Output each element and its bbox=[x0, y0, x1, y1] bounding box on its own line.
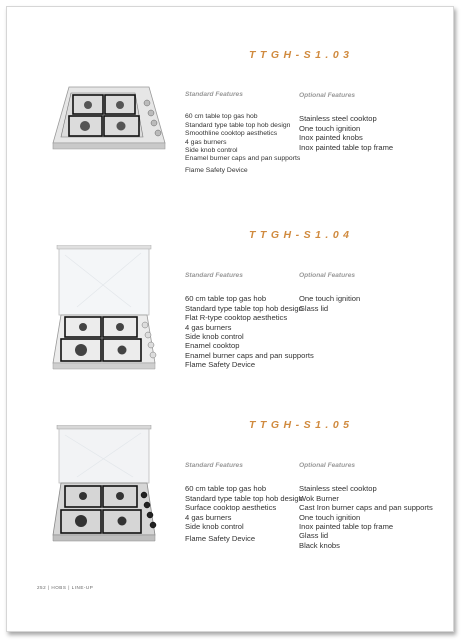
feature-item: One touch ignition bbox=[299, 123, 361, 133]
product-title: TTGH-S1.05 bbox=[249, 419, 354, 431]
feature-item: Enamel burner caps and pan supports bbox=[185, 350, 314, 360]
product-title: TTGH-S1.03 bbox=[249, 49, 354, 61]
feature-item: Glass lid bbox=[299, 531, 329, 541]
standard-features-heading: Standard Features bbox=[185, 462, 243, 469]
standard-features bbox=[185, 271, 314, 370]
feature-item: Stainless steel cooktop bbox=[299, 114, 377, 124]
feature-item: One touch ignition bbox=[299, 294, 361, 304]
feature-item: 60 cm table top gas hob bbox=[185, 484, 267, 494]
gas-hob-image bbox=[51, 83, 169, 153]
optional-features-heading: Optional Features bbox=[299, 462, 356, 469]
feature-item: Cast Iron burner caps and pan supports bbox=[299, 503, 433, 513]
gas-hob-with-lid-image bbox=[51, 245, 157, 371]
feature-item: 4 gas burners bbox=[185, 322, 232, 332]
standard-features bbox=[185, 91, 300, 175]
catalog-page bbox=[6, 6, 454, 632]
optional-features-heading: Optional Features bbox=[299, 92, 356, 99]
feature-item: Glass lid bbox=[299, 303, 329, 313]
feature-item: Flame Safety Device bbox=[185, 534, 256, 544]
feature-item: 60 cm table top gas hob bbox=[185, 294, 267, 304]
feature-item: 4 gas burners bbox=[185, 512, 232, 522]
feature-item: Stainless steel cooktop bbox=[299, 484, 377, 494]
feature-item: Enamel cooktop bbox=[185, 341, 240, 351]
optional-features-heading: Optional Features bbox=[299, 272, 356, 279]
feature-item: Inox painted table top frame bbox=[299, 522, 394, 532]
standard-features bbox=[185, 461, 303, 544]
feature-item: Flame Safety Device bbox=[185, 166, 248, 174]
feature-item: Flame Safety Device bbox=[185, 360, 256, 370]
feature-item: Standard type table top hob design bbox=[185, 493, 303, 503]
feature-item: Standard type table top hob design bbox=[185, 121, 291, 129]
optional-features bbox=[299, 461, 433, 550]
optional-features bbox=[299, 91, 393, 152]
gas-hob-with-lid-image bbox=[51, 425, 157, 545]
feature-item: Surface cooktop aesthetics bbox=[185, 503, 277, 513]
feature-item: Smoothline cooktop aesthetics bbox=[185, 130, 278, 138]
feature-item: Black knobs bbox=[299, 540, 340, 550]
page-footer: 252 | HOBS | LINE-UP bbox=[37, 585, 94, 590]
feature-item: One touch ignition bbox=[299, 512, 361, 522]
feature-item: Side knob control bbox=[185, 522, 244, 532]
feature-item: Flat R-type cooktop aesthetics bbox=[185, 313, 288, 323]
product-title: TTGH-S1.04 bbox=[249, 229, 354, 241]
standard-features-heading: Standard Features bbox=[185, 91, 243, 98]
feature-item: Enamel burner caps and pan supports bbox=[185, 155, 301, 163]
feature-item: Inox painted table top frame bbox=[299, 142, 394, 152]
feature-item: Side knob control bbox=[185, 332, 244, 342]
feature-item: Wok Burner bbox=[299, 493, 339, 503]
standard-features-heading: Standard Features bbox=[185, 272, 243, 279]
feature-item: Side knob control bbox=[185, 147, 238, 155]
feature-item: Standard type table top hob design bbox=[185, 303, 303, 313]
feature-item: 4 gas burners bbox=[185, 138, 227, 146]
feature-item: Inox painted knobs bbox=[299, 133, 363, 143]
feature-item: 60 cm table top gas hob bbox=[185, 113, 258, 121]
optional-features bbox=[299, 271, 360, 313]
